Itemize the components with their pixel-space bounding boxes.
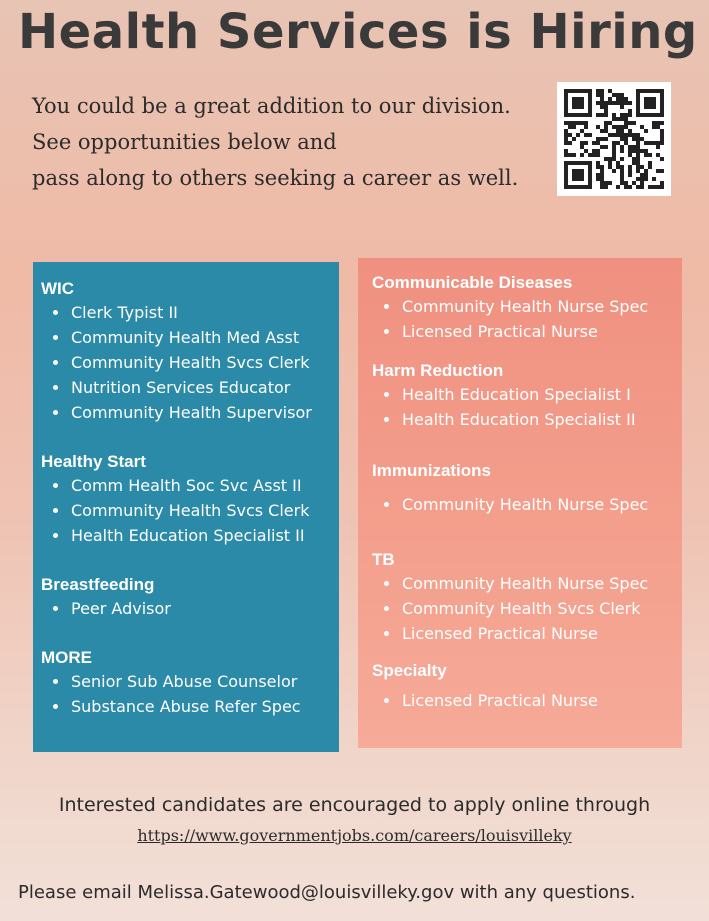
- job-item: Licensed Practical Nurse: [372, 621, 682, 646]
- job-item: Community Health Svcs Clerk: [41, 498, 339, 523]
- section-healthy-start: [41, 451, 339, 548]
- section-specialty: [372, 660, 682, 713]
- job-item: Community Health Supervisor: [41, 400, 339, 425]
- job-item: Comm Health Soc Svc Asst II: [41, 473, 339, 498]
- section-heading: Breastfeeding: [41, 575, 155, 594]
- job-item: Clerk Typist II: [41, 300, 339, 325]
- section-heading: Harm Reduction: [372, 361, 504, 380]
- intro-text: [32, 88, 552, 196]
- intro-line: pass along to others seeking a career as well.: [32, 166, 519, 190]
- section-communicable-diseases: [372, 272, 682, 344]
- section-tb: [372, 549, 682, 646]
- intro-line: You could be a great addition to our division.: [32, 94, 511, 118]
- careers-link[interactable]: https://www.governmentjobs.com/careers/louisvilleky: [137, 826, 572, 845]
- job-item: Licensed Practical Nurse: [372, 319, 682, 344]
- page-title: Health Services is Hiring: [18, 4, 698, 60]
- contact-email-text[interactable]: Please email Melissa.Gatewood@louisvilleky.gov with any questions.: [18, 882, 636, 903]
- section-heading: Specialty: [372, 661, 447, 680]
- job-item: Community Health Svcs Clerk: [41, 350, 339, 375]
- job-item: Health Education Specialist II: [372, 407, 682, 432]
- job-item: Community Health Nurse Spec: [372, 294, 682, 319]
- left-job-panel: [33, 262, 339, 752]
- job-item: Community Health Nurse Spec: [372, 492, 682, 517]
- job-item: Community Health Med Asst: [41, 325, 339, 350]
- qr-code-icon[interactable]: [557, 82, 671, 196]
- section-heading: MORE: [41, 648, 92, 667]
- job-item: Health Education Specialist II: [41, 523, 339, 548]
- section-more: [41, 647, 339, 719]
- section-breastfeeding: [41, 574, 339, 621]
- job-item: Health Education Specialist I: [372, 382, 682, 407]
- section-heading: Healthy Start: [41, 452, 146, 471]
- section-harm-reduction: [372, 360, 682, 432]
- intro-line: See opportunities below and: [32, 130, 337, 154]
- apply-text: Interested candidates are encouraged to apply online through: [58, 794, 651, 816]
- job-item: Nutrition Services Educator: [41, 375, 339, 400]
- job-item: Senior Sub Abuse Counselor: [41, 669, 339, 694]
- job-item: Substance Abuse Refer Spec: [41, 694, 339, 719]
- section-heading: WIC: [41, 279, 75, 298]
- job-item: Community Health Svcs Clerk: [372, 596, 682, 621]
- right-job-panel: [358, 258, 682, 748]
- section-heading: Immunizations: [372, 461, 492, 480]
- section-heading: Communicable Diseases: [372, 273, 573, 292]
- job-item: Community Health Nurse Spec: [372, 571, 682, 596]
- job-item: Licensed Practical Nurse: [372, 688, 682, 713]
- job-item: Peer Advisor: [41, 596, 339, 621]
- section-heading: TB: [372, 550, 395, 569]
- section-wic: [41, 278, 339, 425]
- section-immunizations: [372, 460, 682, 517]
